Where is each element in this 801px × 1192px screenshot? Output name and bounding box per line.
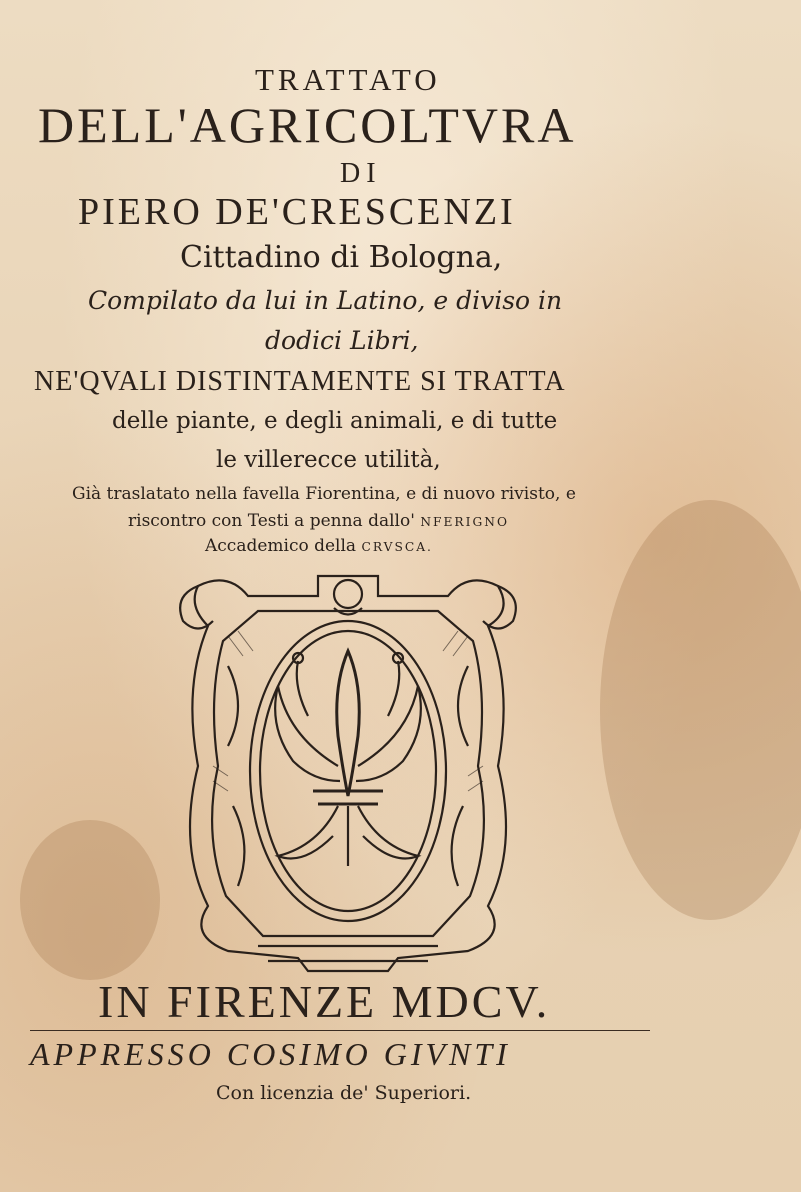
stain	[600, 500, 801, 920]
translation-note-1: Già traslatato nella favella Fiorentina, e di nuovo rivisto, e	[72, 484, 576, 504]
translation-note-3	[205, 536, 801, 556]
author-origin: Cittadino di Bologna,	[180, 240, 503, 275]
compilation-note-2: dodici Libri,	[265, 326, 419, 355]
translation-note-2	[128, 511, 801, 531]
heading-agricoltura: DELL'AGRICOLTVRA	[38, 97, 577, 153]
accademico-text: Accademico della	[205, 536, 357, 556]
author-name: PIERO DE'CRESCENZI	[78, 191, 516, 233]
subject-heading: NE'QVALI DISTINTAMENTE SI TRATTA	[34, 366, 566, 397]
crusca-name: CRVSCA.	[361, 540, 433, 554]
translation-note-2-text: riscontro con Testi a penna dallo'	[128, 511, 415, 531]
heading-trattato: TRATTATO	[255, 62, 441, 97]
stain	[20, 820, 160, 980]
licence-note: Con licenzia de' Superiori.	[216, 1082, 472, 1104]
inferigno-name: NFERIGNO	[420, 515, 509, 529]
imprint-place-date: IN FIRENZE MDCV.	[98, 976, 551, 1027]
compilation-note: Compilato da lui in Latino, e diviso in	[88, 286, 563, 315]
subject-line-1: delle piante, e degli animali, e di tutte	[112, 408, 558, 434]
printer-name: APPRESSO COSIMO GIVNTI	[30, 1036, 511, 1072]
florentine-lily-crest-icon	[168, 566, 528, 978]
divider	[30, 1030, 650, 1031]
subject-line-2: le villerecce utilità,	[216, 447, 441, 473]
heading-di: DI	[340, 158, 382, 189]
